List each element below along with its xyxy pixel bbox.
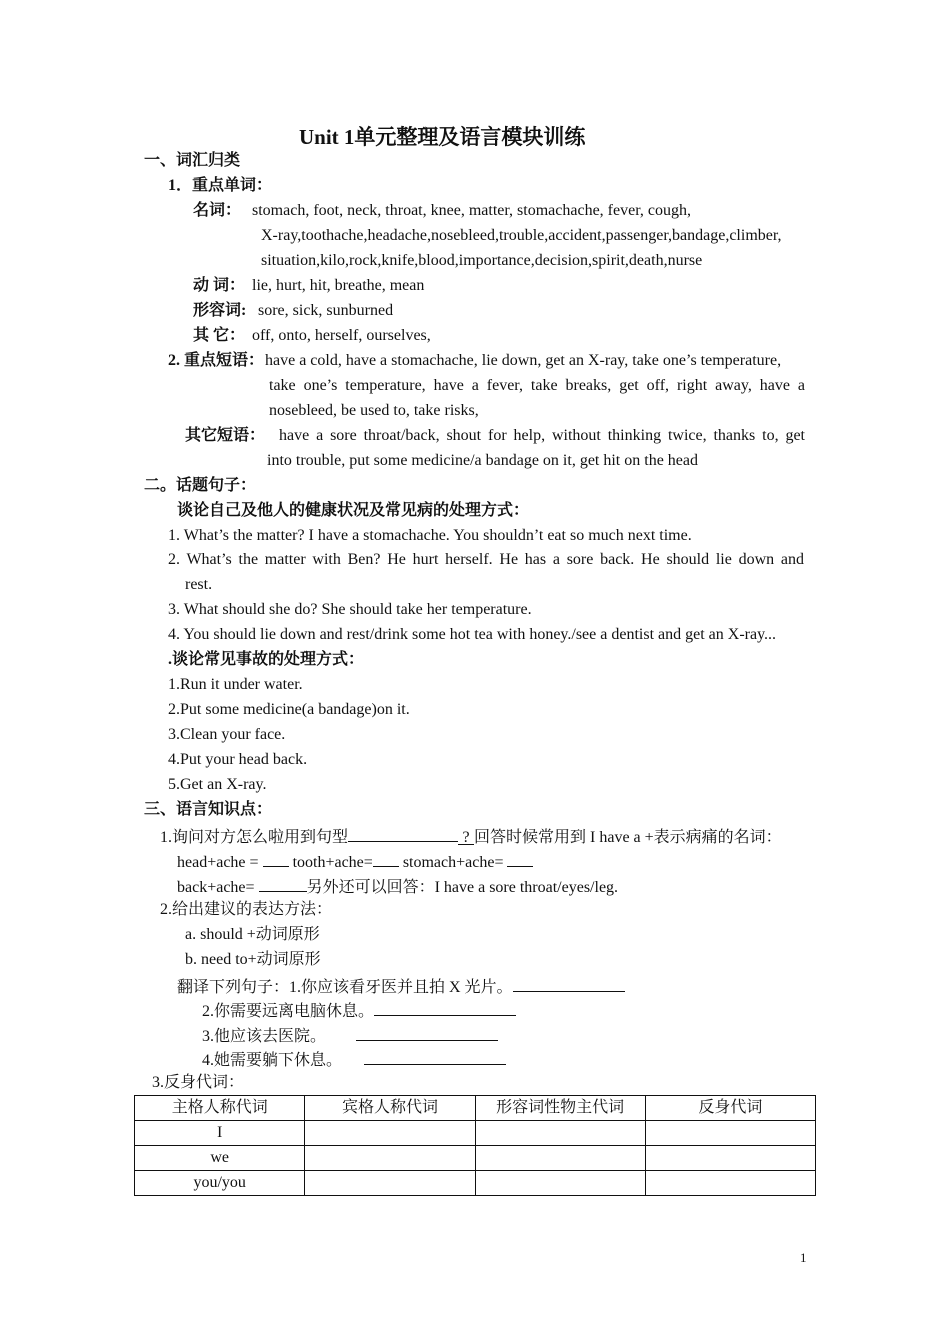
sentence-1: 1. What’s the matter? I have a stomachache. You shouldn’t eat so much next time.: [168, 527, 692, 544]
table-cell-blank[interactable]: [475, 1121, 645, 1146]
advice-need-to: b. need to+动词原形: [185, 951, 321, 968]
key-phrases-line-2: take one’s temperature, have a fever, take breaks, get off, right away, have a: [269, 377, 805, 394]
adjectives-list: sore, sick, sunburned: [258, 302, 394, 319]
others-list: off, onto, herself, ourselves,: [252, 327, 431, 344]
sore-answer-text: 另外还可以回答：I have a sore throat/eyes/leg.: [306, 879, 619, 896]
topic-health-heading: 谈论自己及他人的健康状况及常见病的处理方式：: [177, 502, 530, 519]
page-title: Unit 1单元整理及语言模块训练: [299, 125, 586, 149]
translate-3-text: 3.他应该去医院。: [202, 1028, 327, 1045]
point-3-heading: 3.反身代词：: [152, 1074, 245, 1091]
table-row: [135, 1121, 816, 1146]
accident-item-4: 4.Put your head back.: [168, 751, 308, 768]
back-ache-blank[interactable]: [259, 875, 307, 892]
section-heading-vocabulary: 一、词汇归类: [144, 152, 241, 169]
table-cell: you/you: [135, 1171, 305, 1196]
table-cell-blank[interactable]: [645, 1146, 815, 1171]
translate-line-2: [202, 999, 516, 1022]
head-ache-blank[interactable]: [263, 850, 289, 867]
pronoun-table: [134, 1095, 816, 1196]
table-cell-blank[interactable]: [305, 1121, 475, 1146]
table-header-cell: 形容词性物主代词: [475, 1096, 645, 1121]
point-1-answer-text: 回答时候常用到 I have a +表示病痛的名词：: [474, 829, 782, 846]
point-1-line: [160, 825, 782, 848]
question-mark-blank: ?: [458, 828, 474, 845]
sentence-4: 4. You should lie down and rest/drink some hot tea with honey./see a dentist and get an X-ray...: [168, 626, 777, 643]
table-cell-blank[interactable]: [305, 1146, 475, 1171]
nouns-line-1: stomach, foot, neck, throat, knee, matter, stomachache, fever, cough,: [252, 202, 691, 219]
translate-4-text: 4.她需要躺下休息。: [202, 1052, 343, 1069]
translate-blank-4[interactable]: [364, 1048, 506, 1065]
stomach-ache-text: stomach+ache=: [402, 854, 504, 871]
topic-accident-heading: .谈论常见事故的处理方式：: [168, 651, 365, 668]
sentence-2-line-1: 2. What’s the matter with Ben? He hurt herself. He has a sore back. He should lie down and: [168, 551, 804, 568]
translate-blank-2[interactable]: [374, 999, 516, 1016]
accident-item-5: 5.Get an X-ray.: [168, 776, 267, 793]
other-phrases-label: 其它短语：: [185, 427, 266, 444]
key-words-label: 1．重点单词：: [168, 177, 273, 194]
sentence-2-line-2: rest.: [185, 576, 213, 593]
others-label: 其 它：: [193, 327, 246, 344]
head-ache-text: head+ache =: [177, 854, 259, 871]
table-row: [135, 1171, 816, 1196]
adjectives-label: 形容词:: [193, 302, 247, 319]
point-1-text: 1.询问对方怎么啦用到句型: [160, 829, 349, 846]
table-header-cell: 反身代词: [645, 1096, 815, 1121]
nouns-line-3: situation,kilo,rock,knife,blood,importance,decision,spirit,death,nurse: [261, 252, 703, 269]
section-heading-topic-sentences: 二。话题句子：: [144, 477, 257, 494]
back-ache-text: back+ache=: [177, 879, 255, 896]
verbs-list: lie, hurt, hit, breathe, mean: [252, 277, 425, 294]
tooth-ache-text: tooth+ache=: [292, 854, 373, 871]
translate-line-4: [202, 1048, 506, 1071]
key-phrases-line-1: have a cold, have a stomachache, lie down, get an X-ray, take one’s temperature,: [265, 352, 782, 369]
table-cell: I: [135, 1121, 305, 1146]
other-phrases-line-1: have a sore throat/back, shout for help, without thinking twice, thanks to, get: [279, 427, 805, 444]
key-phrases-label: 2. 重点短语：: [168, 352, 265, 369]
table-cell-blank[interactable]: [475, 1146, 645, 1171]
table-header-row: [135, 1096, 816, 1121]
nouns-line-2: X-ray,toothache,headache,nosebleed,trouble,accident,passenger,bandage,climber,: [261, 227, 782, 244]
table-cell: we: [135, 1146, 305, 1171]
translate-line-3: [202, 1024, 498, 1047]
section-heading-language-points: 三、语言知识点：: [144, 801, 273, 818]
accident-item-1: 1.Run it under water.: [168, 676, 303, 693]
table-cell-blank[interactable]: [645, 1121, 815, 1146]
translate-blank-1[interactable]: [513, 975, 625, 992]
translate-line-1: [177, 975, 625, 998]
table-row: [135, 1146, 816, 1171]
other-phrases-line-2: into trouble, put some medicine/a bandage on it, get hit on the head: [267, 452, 698, 469]
sentence-3: 3. What should she do? She should take her temperature.: [168, 601, 532, 618]
translate-2-text: 2.你需要远离电脑休息。: [202, 1003, 375, 1020]
ache-line-1: [177, 850, 533, 873]
table-cell-blank[interactable]: [305, 1171, 475, 1196]
table-header-cell: 宾格人称代词: [305, 1096, 475, 1121]
nouns-label: 名词：: [193, 202, 242, 219]
verbs-label: 动 词：: [193, 277, 246, 294]
translate-blank-3[interactable]: [356, 1024, 498, 1041]
key-phrases-line-3: nosebleed, be used to, take risks,: [269, 402, 479, 419]
stomach-ache-blank[interactable]: [507, 850, 533, 867]
table-cell-blank[interactable]: [475, 1171, 645, 1196]
tooth-ache-blank[interactable]: [373, 850, 399, 867]
accident-item-2: 2.Put some medicine(a bandage)on it.: [168, 701, 410, 718]
page-number: 1: [800, 1250, 807, 1265]
table-cell-blank[interactable]: [645, 1171, 815, 1196]
accident-item-3: 3.Clean your face.: [168, 726, 286, 743]
table-header-cell: 主格人称代词: [135, 1096, 305, 1121]
point-2-heading: 2.给出建议的表达方法：: [160, 901, 333, 918]
advice-should: a. should +动词原形: [185, 926, 320, 943]
answer-blank[interactable]: [348, 825, 458, 842]
translate-intro: 翻译下列句子：1.你应该看牙医并且拍 X 光片。: [177, 979, 513, 996]
ache-line-2: [177, 875, 618, 898]
